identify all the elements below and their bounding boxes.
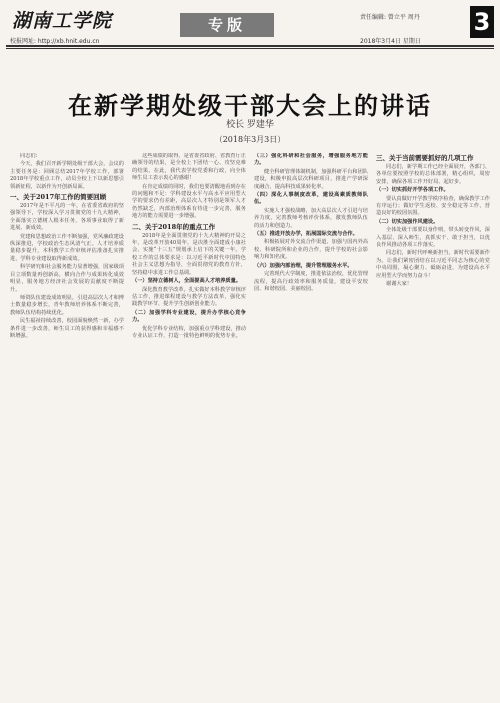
subsection-heading: （六）加强内部治理，提升管理服务水平。: [254, 262, 353, 269]
header-rule: [6, 45, 494, 47]
column-2: [132, 153, 246, 693]
section-heading: 三、关于当前需要抓好的几项工作: [376, 154, 474, 162]
paragraph: 在肯定成绩的同时，我们也要清醒地看到存在的问题和不足：学科建设水平与高水平应用型大学的要求仍有差距，高层次人才特别是领军人才仍然缺乏，内部治理体系有待进一步完善，服务地方的能力需要进一步增强。: [132, 183, 246, 220]
page-number: 3: [470, 6, 494, 38]
paragraph: 同志们，新学期工作已经全面展开，各部门、各单位要按照学校的总体部署，精心组织，周密安排，确保各项工作开好局、起好步。: [376, 164, 490, 185]
article-byline: 校长 罗建华: [226, 120, 274, 130]
article-body: [10, 153, 490, 693]
paragraph: 深化教育教学改革，扎实做好本科教学审核评估工作，推进课程建设与教学方法改革，强化实践教学环节，提升学生创新创业能力。: [132, 286, 246, 308]
paragraph: 2017年是不平凡的一年，在省委省政府的坚强领导下，学校深入学习贯彻党的十九大精神，全面落实立德树人根本任务，各项事业取得了新进展、新成效。: [10, 203, 124, 232]
website-line: 校报网址: http://xb.hnit.edu.cn: [10, 38, 100, 45]
subsection-heading: （五）推进开放办学，拓展国际交流与合作。: [254, 231, 358, 238]
newspaper-logo: 湖南工学院: [12, 10, 113, 32]
column-3: [254, 153, 368, 693]
paragraph: 科学研究和社会服务能力显著增强，国家级项目立项数量再创新高，横向合作与成果转化成效明显，服务地方经济社会发展的贡献度不断提升。: [10, 264, 124, 293]
subsection-heading: （二）切实加强作风建设。: [376, 218, 439, 225]
subsection-heading: （二）加强学科专业建设，提升办学核心竞争力。: [132, 309, 246, 324]
paragraph: 谢谢大家！: [386, 281, 412, 288]
paragraph: 完善现代大学制度，推进依法治校，优化管理流程，提高行政效率和服务质量，建设平安校园、和谐校园、美丽校园。: [254, 271, 368, 292]
paragraph: 同志们，新时代呼唤新担当，新时代需要新作为。让我们紧密团结在以习近平同志为核心的党中央周围，凝心聚力、砥砺奋进，为建设高水平应用型大学而努力奋斗！: [376, 250, 490, 279]
paragraph: 2018年是全面贯彻党的十九大精神的开局之年，是改革开放40周年，是决胜全面建成小康社会、实施“十三五”规划承上启下的关键一年。学校工作的总体要求是：以习近平新时代中国特色社会主义思想为指导，全面贯彻党的教育方针，坚持稳中求进工作总基调。: [132, 232, 246, 276]
subsection-heading: （四）深化人事制度改革，建设高素质教师队伍。: [254, 192, 368, 206]
paragraph: 党建和思想政治工作不断加强，党风廉政建设纵深推进，学校政治生态风清气正。人才培养质量稳步提升，本科教学工作审核评估准备扎实推进，学科专业建设取得新成效。: [10, 233, 124, 262]
paragraph: 同志们:: [20, 153, 38, 159]
editors-line: 责任编辑: 曾立平 周丹: [360, 14, 420, 21]
subsection-heading: （一）切实抓好开学各项工作。: [376, 187, 449, 194]
article-headline: 在新学期处级干部大会上的讲话: [68, 92, 432, 121]
masthead: [0, 0, 500, 48]
paragraph: 要认真做好开学教学秩序检查，确保教学工作有序运行；做好学生返校、安全稳定等工作，营造良好的校园氛围。: [376, 195, 490, 217]
column-1: [10, 153, 124, 693]
column-4: [376, 153, 490, 693]
paragraph: 这些成绩的取得，是省委省政府、省教育厅正确领导的结果，是全校上下团结一心、攻坚克难的结果。在此，我代表学校党委和行政，向全体师生员工表示衷心的感谢！: [132, 153, 246, 182]
paragraph: 民生福祉持续改善，校园面貌焕然一新，办学条件进一步改善，师生员工的获得感和幸福感不断增强。: [10, 318, 124, 339]
subsection-heading: （一）坚持立德树人，全面提高人才培养质量。: [132, 278, 241, 285]
subsection-heading: （三）强化科研和社会服务，增强服务地方能力。: [254, 153, 368, 167]
paragraph: 实施人才强校战略，加大高层次人才引进与培养力度，完善教师考核评价体系，激发教师队伍的活力和创造力。: [254, 207, 368, 229]
section-tab: [180, 13, 274, 37]
paragraph: 今天，我们召开新学期处级干部大会，会议的主要任务是：回顾总结2017年学校工作，部署2018年学校重点工作，动员全校上下以新思想引领新征程，以新作为开创新局面。: [10, 161, 124, 190]
paragraph: 全体处级干部要以身作则，带头转变作风，深入基层、深入师生，真抓实干、敢于担当，以优良作风推动各项工作落实。: [376, 227, 490, 249]
paragraph: 积极拓展对外交流合作渠道，加强与国内外高校、科研院所和企业的合作，提升学校的社会影响力和知名度。: [254, 239, 368, 261]
paragraph: 优化学科专业结构，加强重点学科建设，推动专业认证工作，打造一批特色鲜明的优势专业。: [132, 325, 246, 339]
article-date: （2018年3月3日）: [214, 135, 286, 144]
section-heading: 二、关于2018年的重点工作: [132, 222, 216, 231]
paragraph: 师资队伍建设成效明显，引进高层次人才和博士数量稳步增长，青年教师培养体系不断完善，教师队伍结构持续优化。: [10, 294, 124, 316]
header-rule-thin: [6, 48, 494, 49]
section-heading: 一、关于2017年工作的简要回顾: [10, 193, 107, 202]
paragraph: 健全科研管理体制机制，加强科研平台和团队建设，积极申报高层次科研项目，推进产学研深度融合，提高科技成果转化率。: [254, 168, 368, 190]
date-line: 2018年3月4日 星期日: [360, 38, 421, 45]
section-label: 专版: [207, 16, 246, 34]
